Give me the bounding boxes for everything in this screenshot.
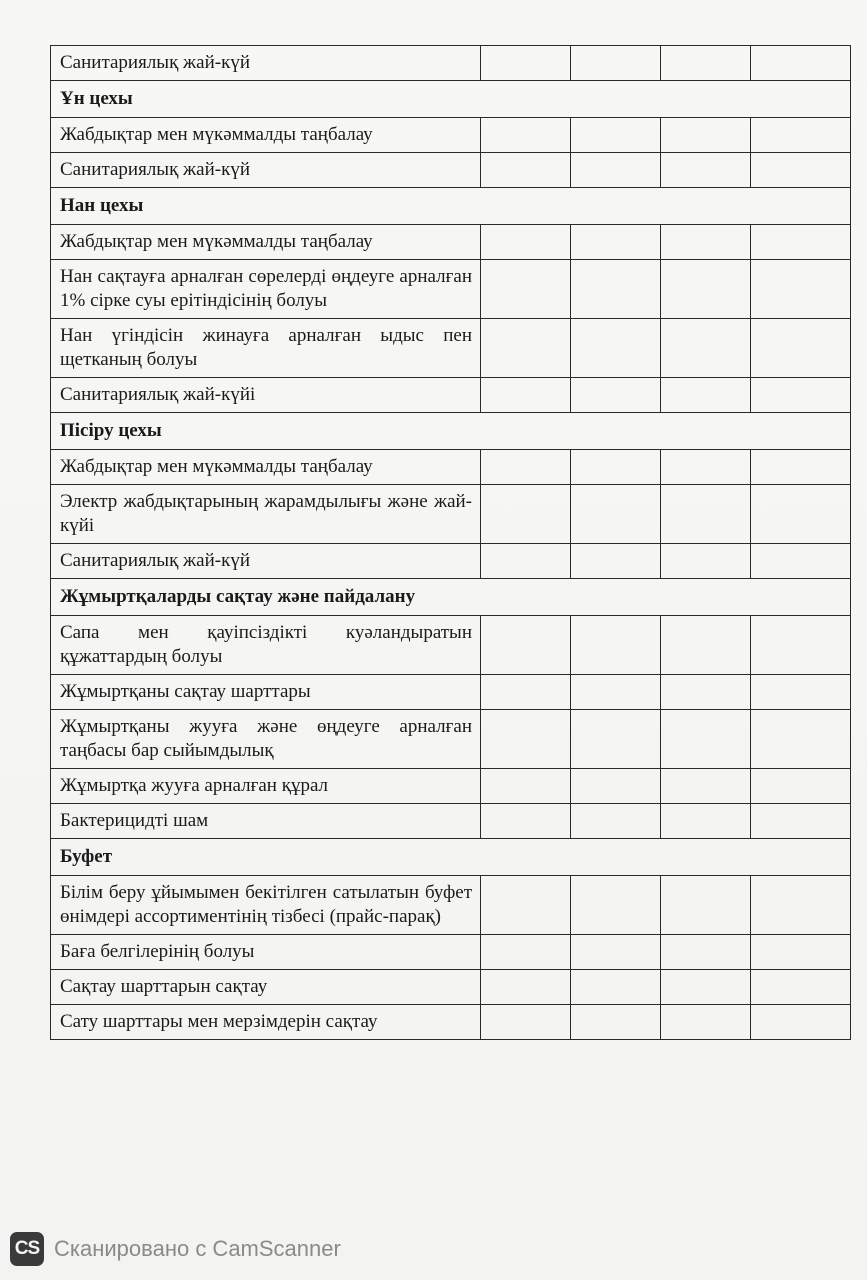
- checklist-row: [51, 485, 851, 544]
- checklist-item-label: Сапа мен қауіпсіздікті куәландыратын құжаттардың болуы: [51, 616, 481, 675]
- checklist-row: [51, 544, 851, 579]
- checklist-item-label: Нан үгіндісін жинауға арналған ыдыс пен щетканың болуы: [51, 319, 481, 378]
- scanner-watermark-text: Сканировано с CamScanner: [54, 1236, 341, 1261]
- checklist-row: [51, 46, 851, 81]
- mark-cell: [571, 876, 661, 935]
- mark-cell: [571, 544, 661, 579]
- mark-cell: [481, 544, 571, 579]
- mark-cell: [661, 1005, 751, 1040]
- mark-cell: [661, 485, 751, 544]
- checklist-row: [51, 153, 851, 188]
- section-header-row: [51, 839, 851, 876]
- mark-cell: [661, 225, 751, 260]
- checklist-row: [51, 804, 851, 839]
- mark-cell: [661, 804, 751, 839]
- mark-cell: [481, 153, 571, 188]
- section-title: Ұн цехы: [51, 81, 851, 118]
- mark-cell: [751, 1005, 851, 1040]
- mark-cell: [751, 485, 851, 544]
- checklist-item-label: Жұмыртқаны сақтау шарттары: [51, 675, 481, 710]
- checklist-item-label: Санитариялық жай-күй: [51, 153, 481, 188]
- checklist-item-label: Санитариялық жай-күйі: [51, 378, 481, 413]
- mark-cell: [571, 378, 661, 413]
- mark-cell: [481, 710, 571, 769]
- checklist-item-label: Бактерицидті шам: [51, 804, 481, 839]
- mark-cell: [571, 1005, 661, 1040]
- checklist-item-label: Жұмыртқаны жууға және өңдеуге арналған таңбасы бар сыйымдылық: [51, 710, 481, 769]
- mark-cell: [481, 675, 571, 710]
- mark-cell: [661, 118, 751, 153]
- mark-cell: [481, 46, 571, 81]
- mark-cell: [481, 319, 571, 378]
- checklist-item-label: Санитариялық жай-күй: [51, 46, 481, 81]
- checklist-row: [51, 675, 851, 710]
- section-title: Нан цехы: [51, 188, 851, 225]
- checklist-row: [51, 935, 851, 970]
- mark-cell: [481, 970, 571, 1005]
- checklist-item-label: Сақтау шарттарын сақтау: [51, 970, 481, 1005]
- mark-cell: [481, 804, 571, 839]
- checklist-item-label: Білім беру ұйымымен бекітілген сатылатын буфет өнімдері ассортиментінің тізбесі (прайс-парақ): [51, 876, 481, 935]
- section-title: Жұмыртқаларды сақтау және пайдалану: [51, 579, 851, 616]
- mark-cell: [481, 935, 571, 970]
- mark-cell: [751, 46, 851, 81]
- mark-cell: [661, 616, 751, 675]
- mark-cell: [481, 378, 571, 413]
- mark-cell: [661, 378, 751, 413]
- scanner-watermark: [10, 1232, 341, 1266]
- checklist-row: [51, 225, 851, 260]
- checklist-row: [51, 260, 851, 319]
- mark-cell: [661, 876, 751, 935]
- mark-cell: [751, 544, 851, 579]
- mark-cell: [571, 485, 661, 544]
- mark-cell: [571, 804, 661, 839]
- checklist-item-label: Жабдықтар мен мүкәммалды таңбалау: [51, 118, 481, 153]
- checklist-item-label: Нан сақтауға арналған сөрелерді өңдеуге арналған 1% сірке суы ерітіндісінің болуы: [51, 260, 481, 319]
- checklist-row: [51, 319, 851, 378]
- mark-cell: [661, 970, 751, 1005]
- checklist-row: [51, 378, 851, 413]
- section-header-row: [51, 81, 851, 118]
- mark-cell: [481, 450, 571, 485]
- mark-cell: [571, 710, 661, 769]
- mark-cell: [481, 616, 571, 675]
- checklist-row: [51, 710, 851, 769]
- checklist-row: [51, 1005, 851, 1040]
- checklist-row: [51, 876, 851, 935]
- inspection-checklist-table: [50, 45, 851, 1040]
- mark-cell: [661, 675, 751, 710]
- mark-cell: [481, 225, 571, 260]
- checklist-row: [51, 450, 851, 485]
- section-header-row: [51, 188, 851, 225]
- mark-cell: [751, 260, 851, 319]
- checklist-item-label: Баға белгілерінің болуы: [51, 935, 481, 970]
- mark-cell: [751, 153, 851, 188]
- mark-cell: [661, 450, 751, 485]
- checklist-item-label: Жабдықтар мен мүкәммалды таңбалау: [51, 225, 481, 260]
- mark-cell: [481, 485, 571, 544]
- mark-cell: [571, 616, 661, 675]
- mark-cell: [751, 876, 851, 935]
- mark-cell: [571, 118, 661, 153]
- mark-cell: [751, 769, 851, 804]
- mark-cell: [571, 319, 661, 378]
- mark-cell: [481, 876, 571, 935]
- mark-cell: [481, 118, 571, 153]
- mark-cell: [751, 675, 851, 710]
- mark-cell: [661, 544, 751, 579]
- checklist-row: [51, 118, 851, 153]
- mark-cell: [481, 260, 571, 319]
- mark-cell: [571, 675, 661, 710]
- mark-cell: [751, 616, 851, 675]
- section-header-row: [51, 579, 851, 616]
- section-header-row: [51, 413, 851, 450]
- mark-cell: [571, 225, 661, 260]
- mark-cell: [751, 935, 851, 970]
- mark-cell: [571, 46, 661, 81]
- mark-cell: [661, 319, 751, 378]
- mark-cell: [751, 710, 851, 769]
- mark-cell: [661, 710, 751, 769]
- mark-cell: [751, 225, 851, 260]
- mark-cell: [571, 450, 661, 485]
- mark-cell: [751, 804, 851, 839]
- mark-cell: [661, 769, 751, 804]
- section-title: Пісіру цехы: [51, 413, 851, 450]
- mark-cell: [481, 769, 571, 804]
- mark-cell: [481, 1005, 571, 1040]
- mark-cell: [571, 970, 661, 1005]
- mark-cell: [571, 769, 661, 804]
- mark-cell: [661, 260, 751, 319]
- checklist-row: [51, 970, 851, 1005]
- mark-cell: [661, 46, 751, 81]
- section-title: Буфет: [51, 839, 851, 876]
- mark-cell: [661, 935, 751, 970]
- checklist-row: [51, 616, 851, 675]
- mark-cell: [661, 153, 751, 188]
- checklist-item-label: Сату шарттары мен мерзімдерін сақтау: [51, 1005, 481, 1040]
- mark-cell: [751, 450, 851, 485]
- checklist-item-label: Жабдықтар мен мүкәммалды таңбалау: [51, 450, 481, 485]
- camscanner-logo-icon: CS: [10, 1232, 44, 1266]
- mark-cell: [751, 970, 851, 1005]
- checklist-item-label: Санитариялық жай-күй: [51, 544, 481, 579]
- mark-cell: [571, 153, 661, 188]
- mark-cell: [571, 260, 661, 319]
- mark-cell: [751, 378, 851, 413]
- checklist-item-label: Жұмыртқа жууға арналған құрал: [51, 769, 481, 804]
- mark-cell: [571, 935, 661, 970]
- mark-cell: [751, 118, 851, 153]
- checklist-row: [51, 769, 851, 804]
- checklist-item-label: Электр жабдықтарының жарамдылығы және жай-күйі: [51, 485, 481, 544]
- mark-cell: [751, 319, 851, 378]
